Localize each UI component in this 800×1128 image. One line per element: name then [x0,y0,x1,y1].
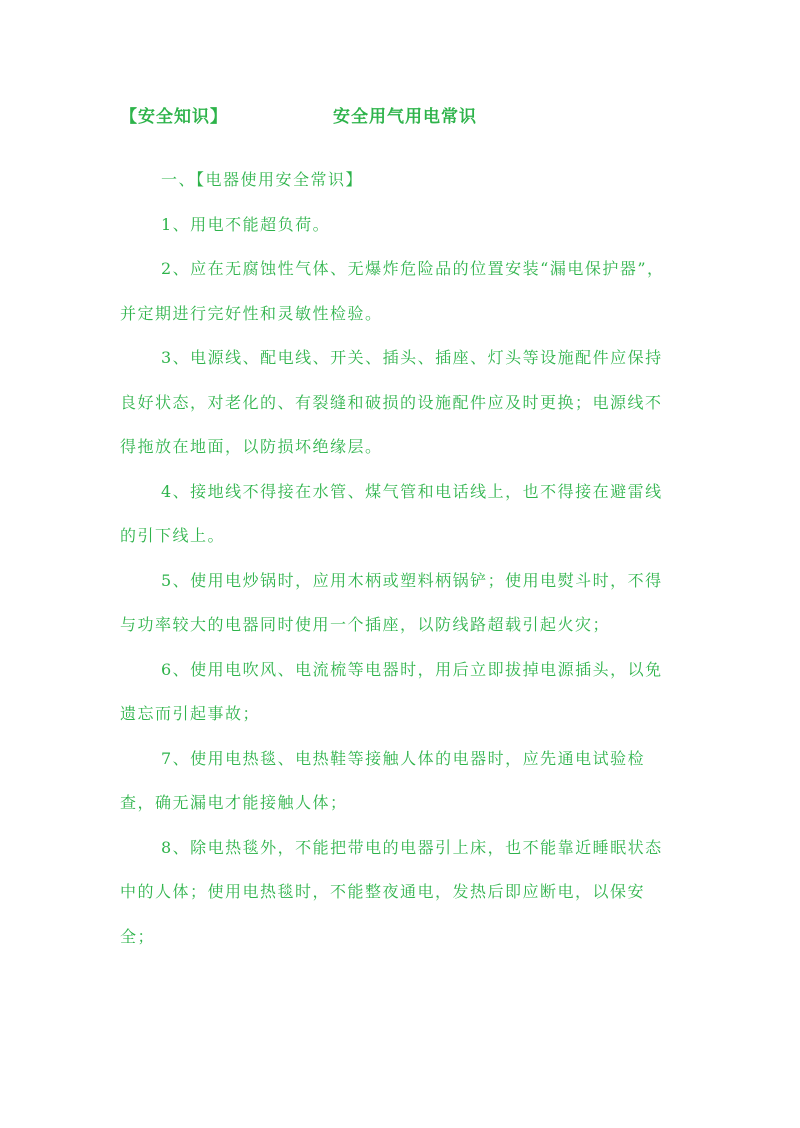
paragraph-item-4: 4、接地线不得接在水管、煤气管和电话线上，也不得接在避雷线的引下线上。 [120,481,663,545]
paragraph-item-8: 8、除电热毯外，不能把带电的电器引上床，也不能靠近睡眠状态中的人体；使用电热毯时，不能整夜通电，发热后即应断电，以保安全； [120,837,663,946]
document-title: 安全用气用电常识 [333,107,477,127]
paragraph-item-7: 7、使用电热毯、电热鞋等接触人体的电器时，应先通电试验检查，确无漏电才能接触人体； [120,748,646,812]
paragraph-item-3: 3、电源线、配电线、开关、插头、插座、灯头等设施配件应保持良好状态，对老化的、有裂缝和破损的设施配件应及时更换；电源线不得拖放在地面，以防损坏绝缘层。 [120,348,663,456]
section-heading: 一、【电器使用安全常识】 [161,170,364,189]
paragraph-item-6: 6、使用电吹风、电流梳等电器时，用后立即拔掉电源插头，以免遗忘而引起事故； [120,659,663,723]
category-tag: 【安全知识】 [120,107,228,127]
paragraph-item-1: 1、用电不能超负荷。 [161,214,331,234]
document-header [120,102,680,132]
paragraph-item-5: 5、使用电炒锅时，应用木柄或塑料柄锅铲；使用电熨斗时，不得与功率较大的电器同时使用一个插座，以防线路超载引起火灾； [120,570,663,634]
document-body [120,158,668,959]
paragraph-item-2: 2、应在无腐蚀性气体、无爆炸危险品的位置安装“漏电保护器”，并定期进行完好性和灵敏性检验。 [120,259,665,323]
